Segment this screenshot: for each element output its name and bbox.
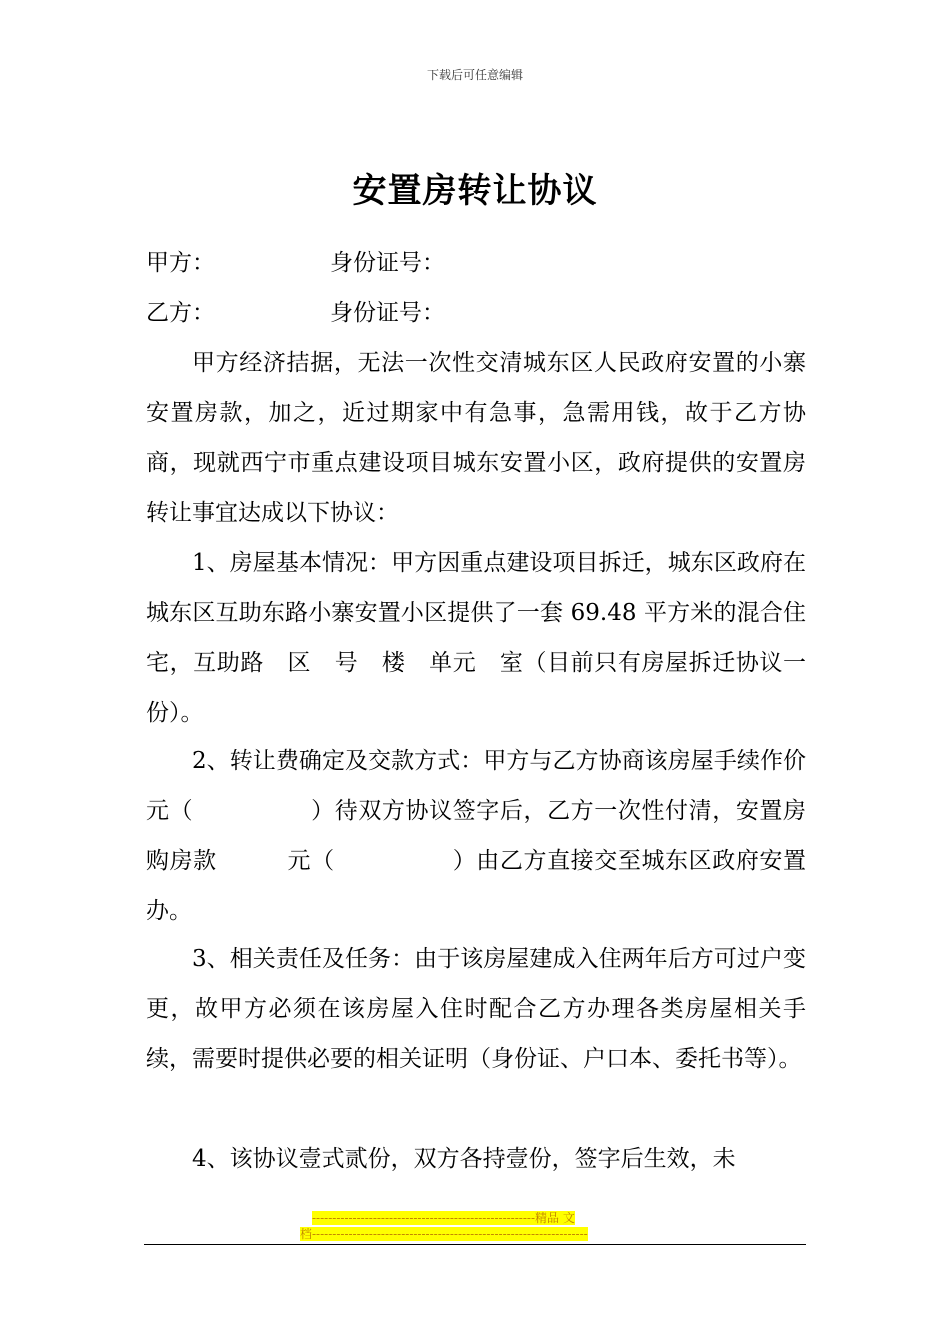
party-b-label: 乙方： <box>146 300 215 326</box>
party-a-id-label: 身份证号： <box>330 250 445 276</box>
footer-divider <box>144 1244 806 1245</box>
paragraph-clause-4: 4、该协议壹式贰份，双方各持壹份，签字后生效，未 <box>192 1146 736 1172</box>
header-note: 下载后可任意编辑 <box>426 68 523 82</box>
footer-watermark <box>300 1210 650 1242</box>
document-title: 安置房转让协议 <box>352 171 598 211</box>
paragraph-clause-3: 3、相关责任及任务：由于该房屋建成入住两年后方可过户变更，故甲方必须在该房屋入住时配合乙方办理各类房屋相关手续，需要时提供必要的相关证明（身份证、户口本、委托书等）。 <box>146 946 806 1072</box>
footer-line-1: -------------------------------------------------------精品 文 <box>312 1211 575 1225</box>
paragraph-clause-1: 1、房屋基本情况：甲方因重点建设项目拆迁，城东区政府在城东区互助东路小寨安置小区提供了一套 69.48 平方米的混合住宅，互助路 区 号 楼 单元 室（目前只有房屋拆迁协议一份）。 <box>146 550 806 726</box>
footer-line-2: 档-------------------------------------------------------------------- <box>300 1227 588 1241</box>
party-b-id-label: 身份证号： <box>330 300 445 326</box>
paragraph-clause-2: 2、转让费确定及交款方式：甲方与乙方协商该房屋手续作价 元（ ）待双方协议签字后，乙方一次性付清，安置房购房款 元（ ）由乙方直接交至城东区政府安置办。 <box>146 748 852 924</box>
party-a-label: 甲方： <box>146 250 215 276</box>
party-b-line <box>146 298 445 328</box>
party-a-line <box>146 248 445 278</box>
paragraph-intro: 甲方经济拮据，无法一次性交清城东区人民政府安置的小寨安置房款，加之，近过期家中有急事，急需用钱，故于乙方协商，现就西宁市重点建设项目城东安置小区，政府提供的安置房转让事宜达成以下协议： <box>146 350 806 526</box>
